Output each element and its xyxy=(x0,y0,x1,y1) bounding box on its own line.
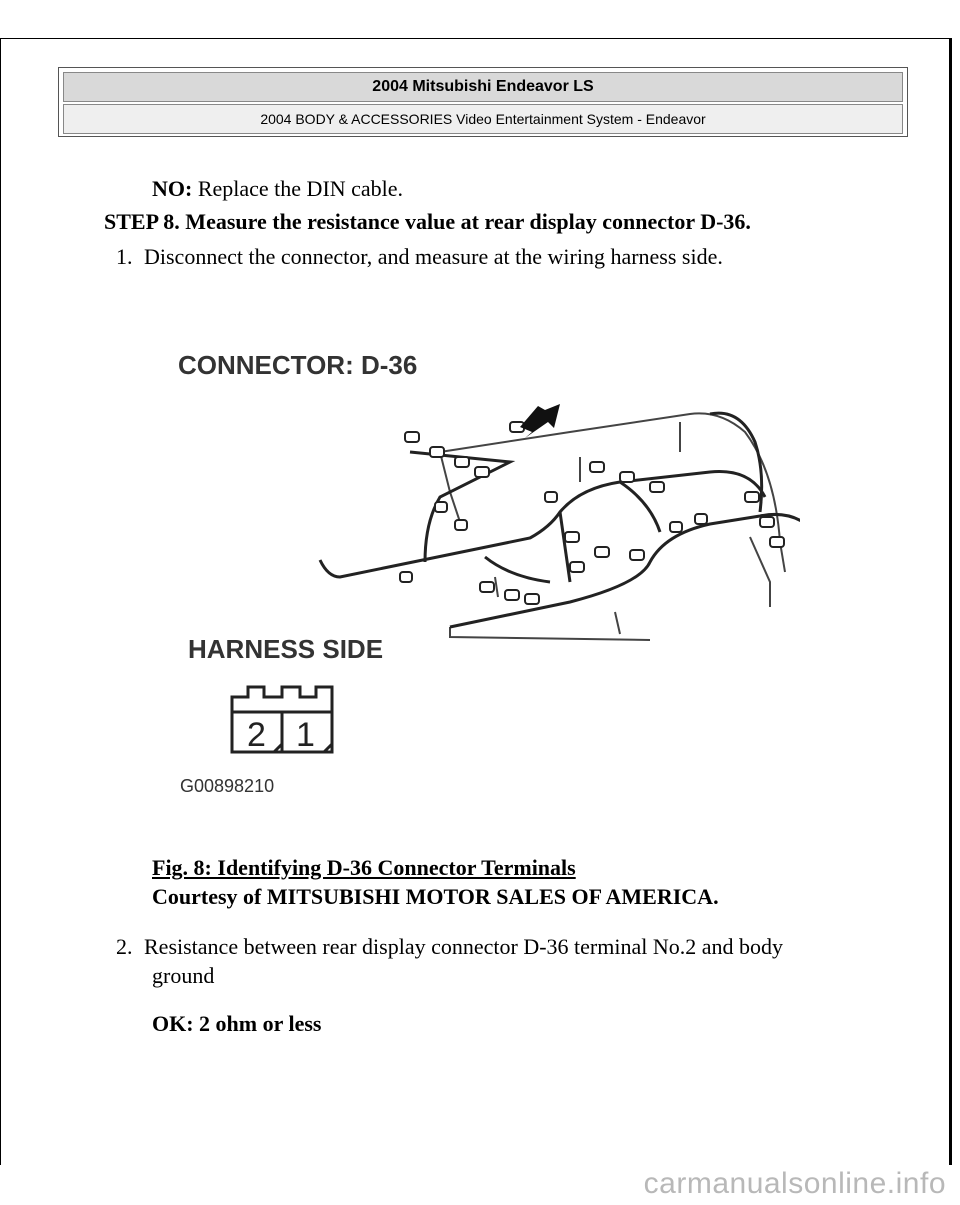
list-item-1-number: 1. xyxy=(116,244,133,269)
list-item-1-text: Disconnect the connector, and measure at the wiring harness side. xyxy=(144,244,723,269)
harness-side-label: HARNESS SIDE xyxy=(188,634,384,664)
watermark: carmanualsonline.info xyxy=(643,1167,946,1200)
connector-title: CONNECTOR: D-36 xyxy=(178,350,418,380)
list-item-2-continuation: ground xyxy=(152,963,215,988)
terminal-2-label: 2 xyxy=(247,716,266,754)
figure-caption-title[interactable]: Fig. 8: Identifying D-36 Connector Terminals xyxy=(152,855,576,880)
vehicle-body-outline xyxy=(440,413,785,640)
terminal-1-label: 1 xyxy=(296,716,315,754)
no-instruction xyxy=(152,176,403,202)
no-text: Replace the DIN cable. xyxy=(197,176,404,201)
no-label: NO: xyxy=(152,176,193,201)
list-item-2-number: 2. xyxy=(116,934,133,959)
connector-diagram xyxy=(150,322,800,842)
step-heading: STEP 8. Measure the resistance value at rear display connector D-36. xyxy=(104,209,751,234)
header-title: 2004 Mitsubishi Endeavor LS xyxy=(63,72,903,102)
figure-caption-courtesy: Courtesy of MITSUBISHI MOTOR SALES OF AMERICA. xyxy=(152,884,719,909)
list-item-1 xyxy=(116,244,723,270)
arrow-icon xyxy=(520,404,560,438)
list-item-2-text: Resistance between rear display connector D-36 terminal No.2 and body xyxy=(144,934,784,959)
figure-code: G00898210 xyxy=(180,776,275,796)
wiring-harness xyxy=(320,413,800,627)
header-subtitle: 2004 BODY & ACCESSORIES Video Entertainment System - Endeavor xyxy=(63,104,903,134)
ok-result: OK: 2 ohm or less xyxy=(152,1011,322,1036)
list-item-2 xyxy=(116,934,783,960)
document-header xyxy=(58,67,908,137)
connector-figure xyxy=(150,322,800,842)
